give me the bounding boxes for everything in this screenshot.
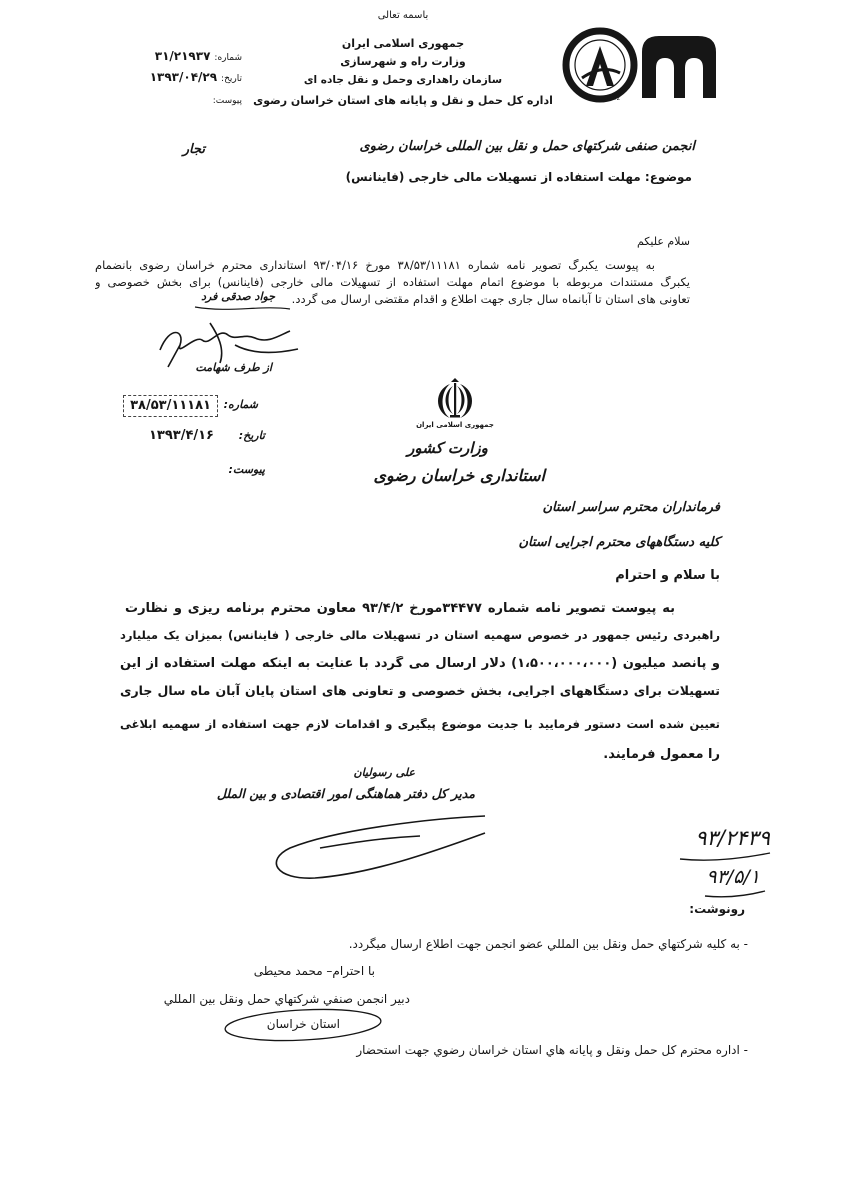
subject-row <box>346 170 692 184</box>
attached-body-line: و پانصد میلیون (۱،۵۰۰،۰۰۰،۰۰۰) دلار ارسال می گردد با عنایت به اینکه مهلت استفاده از این <box>120 656 720 671</box>
margin-note: تجار <box>182 142 205 157</box>
attached-number-label: شماره: <box>223 398 258 411</box>
logo-ring <box>566 31 634 99</box>
attached-signature-scribble <box>260 808 490 888</box>
logo-road-mark-icon <box>642 36 716 98</box>
letter-number-row <box>155 45 242 64</box>
on-behalf-note: از طرف شهامت <box>195 361 272 374</box>
attached-body-line: تعیین شده است دستور فرمایید با جدیت موضوع پیگیری و اقدامات لازم جهت استفاده از سهمیه ابلاغی <box>120 718 720 731</box>
cc-sender-region: استان خراسان <box>266 1017 340 1031</box>
governorate-title: استانداری خراسان رضوی <box>373 466 545 485</box>
greeting: سلام علیکم <box>636 235 690 248</box>
sender-region-circle <box>220 1005 390 1045</box>
logo-swoosh <box>582 69 620 78</box>
road-organization-logo <box>556 26 721 106</box>
letterhead-country: جمهوری اسلامی ایران <box>341 37 465 50</box>
emblem-caption: جمهوری اسلامی ایران <box>416 421 494 429</box>
letter-attachment-label: پیوست: <box>212 96 242 106</box>
letter-date-row <box>150 66 242 85</box>
attached-body-line: تسهیلات برای دستگاههای اجرایی، بخش خصوصی و تعاونی های استان پایان آبان ماه سال جاری <box>120 683 720 698</box>
attached-body-line: راهبردی رئیس جمهور در خصوص سهمیه استان در تسهیلات مالی خارجی ( فاینانس) بمیزان یک میلیارد <box>120 629 720 642</box>
letter-body-line: یکبرگ مستندات مربوطه با موضوع اتمام مهلت استفاده از تسهیلات مالی خارجی (فاینانس) برای بخش خصوصی و <box>95 276 690 289</box>
recipient: انجمن صنفی شرکتهای حمل و نقل بین المللی خراسان رضوی <box>359 139 695 154</box>
attached-signer-title: مدیر کل دفتر هماهنگی امور اقتصادی و بین الملل <box>216 786 475 801</box>
invocation: باسمه تعالی <box>377 10 429 21</box>
attached-body-line: را معمول فرمایند. <box>603 747 720 762</box>
letterhead-department: اداره کل حمل و نقل و پایانه های استان خراسان رضوی <box>253 94 553 107</box>
letter-number: ۳۱/۲۱۹۳۷ <box>154 49 211 63</box>
interior-ministry-title: وزارت کشور <box>407 439 488 457</box>
attached-date: ۱۳۹۳/۴/۱۶ <box>148 428 214 443</box>
letter-body-line: به پیوست یکبرگ تصویر نامه شماره ۳۸/۵۳/۱۱۱۸۱ مورخ ۹۳/۰۴/۱۶ استانداری محترم خراسان رضوی بانضمام <box>95 259 655 272</box>
addressee-governors: فرمانداران محترم سراسر استان <box>542 500 720 515</box>
cc-line: - اداره محترم کل حمل ونقل و پايانه هاي استان خراسان رضوي جهت استحضار <box>356 1043 748 1057</box>
national-emblem-icon <box>430 378 480 420</box>
letter-number-label: شماره: <box>214 53 242 63</box>
cc-line: - به کلیه شرکتهاي حمل ونقل بين المللي عضو انجمن جهت اطلاع ارسال ميگردد. <box>348 937 748 951</box>
logo-caption: Alborz <box>601 95 620 102</box>
letter-date-label: تاریخ: <box>221 74 242 84</box>
letter-body-line: تعاونی های استان تا آبانماه سال جاری جهت اطلاع و اقدام مقتضی ارسال می گردد. <box>291 292 690 306</box>
attached-number: ۳۸/۵۳/۱۱۱۸۱ <box>123 395 218 417</box>
attached-attachment-label: پیوست: <box>228 463 265 476</box>
letterhead-ministry: وزارت راه و شهرسازی <box>340 55 466 68</box>
letter-date: ۱۳۹۳/۰۴/۲۹ <box>149 70 218 84</box>
letter-attachment-row <box>209 88 242 107</box>
attached-signer-name: علی رسولیان <box>353 766 415 779</box>
letterhead-organization: سازمان راهداری وحمل و نقل جاده ای <box>303 74 503 86</box>
subject-label: موضوع: <box>644 170 692 184</box>
cc-closing: با احترام– محمد محیطی <box>253 964 375 978</box>
subject-text: مهلت استفاده از تسهیلات مالی خارجی (فاینانس) <box>345 170 641 184</box>
registration-date: ۹۳/۵/۱ <box>706 866 760 888</box>
registration-underlines <box>670 850 780 900</box>
logo-letter-a-icon <box>586 46 614 86</box>
attached-date-label: تاریخ: <box>238 429 265 442</box>
attached-body-line: به پیوست تصویر نامه شماره ۳۴۴۷۷مورخ ۹۳/۴/۲ معاون محترم برنامه ریزی و نظارت <box>125 601 675 616</box>
salutation: با سلام و احترام <box>615 568 720 583</box>
cc-sender-title: دبير انجمن صنفي شرکتهاي حمل ونقل بين المللي <box>163 992 410 1006</box>
addressee-agencies: کلیه دستگاههای محترم اجرایی استان <box>518 535 720 550</box>
registration-number: ۹۳/۲۴۳۹ <box>695 826 770 850</box>
cc-label: رونوشت: <box>689 902 745 916</box>
signer-name: جواد صدقی فرد <box>201 290 275 303</box>
